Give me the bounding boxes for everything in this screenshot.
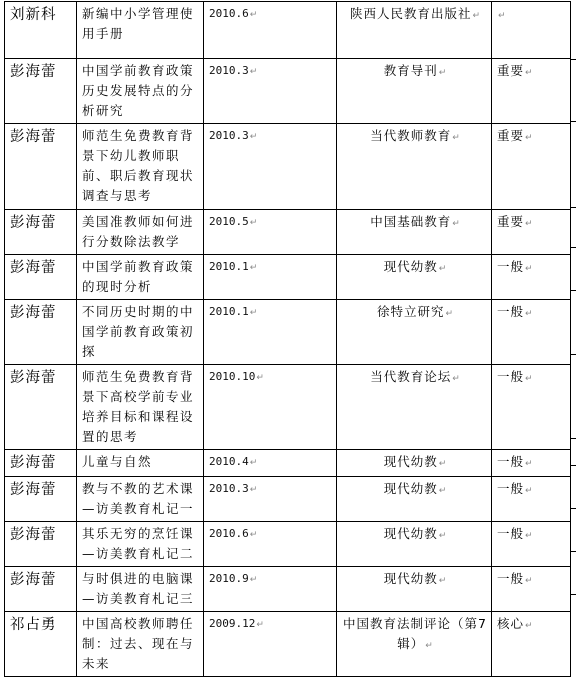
return-arrow-icon: ↵	[525, 576, 533, 586]
return-arrow-icon: ↵	[249, 263, 258, 273]
date-cell: 2010.3↵	[204, 59, 337, 124]
row-end-mark	[570, 594, 576, 595]
journal-cell: 中国教育法制评论（第7辑）↵	[337, 612, 492, 677]
row-end-mark	[570, 207, 576, 208]
row-end-mark	[570, 247, 576, 248]
date-cell: 2010.4↵	[204, 450, 337, 477]
table-row	[5, 477, 571, 522]
return-arrow-icon: ↵	[525, 621, 533, 631]
journal-cell: 徐特立研究↵	[337, 300, 492, 365]
journal-cell: 现代幼教↵	[337, 255, 492, 300]
level-cell: 一般↵	[492, 567, 571, 612]
row-end-mark	[570, 121, 576, 122]
return-arrow-icon: ↵	[425, 641, 433, 651]
title-cell: 师范生免费教育背景下高校学前专业培养目标和课程设置的思考	[77, 365, 204, 450]
return-arrow-icon: ↵	[525, 68, 533, 78]
title-cell: 与时俱进的电脑课—访美教育札记三	[77, 567, 204, 612]
table-row	[5, 450, 571, 477]
row-end-mark	[570, 551, 576, 552]
return-arrow-icon: ↵	[525, 486, 533, 496]
author-cell: 彭海蕾	[5, 567, 77, 612]
return-arrow-icon: ↵	[249, 458, 258, 468]
date-cell: 2010.3↵	[204, 124, 337, 210]
row-end-mark	[570, 508, 576, 509]
author-cell: 彭海蕾	[5, 365, 77, 450]
row-end-mark	[570, 465, 576, 466]
table-row	[5, 59, 571, 124]
table-row	[5, 612, 571, 677]
level-cell: 重要↵	[492, 59, 571, 124]
date-cell: 2010.10↵	[204, 365, 337, 450]
author-cell: 彭海蕾	[5, 300, 77, 365]
author-cell: 彭海蕾	[5, 522, 77, 567]
table-row	[5, 255, 571, 300]
return-arrow-icon: ↵	[525, 309, 533, 319]
level-cell: 一般↵	[492, 255, 571, 300]
level-cell: 一般↵	[492, 450, 571, 477]
date-cell: 2010.6↵	[204, 2, 337, 59]
title-cell: 中国学前教育政策历史发展特点的分析研究	[77, 59, 204, 124]
return-arrow-icon: ↵	[525, 133, 533, 143]
row-end-mark	[570, 290, 576, 291]
row-end-mark	[570, 59, 576, 60]
date-cell: 2010.6↵	[204, 522, 337, 567]
date-cell: 2009.12↵	[204, 612, 337, 677]
author-cell: 彭海蕾	[5, 59, 77, 124]
return-arrow-icon: ↵	[525, 531, 533, 541]
author-cell: 彭海蕾	[5, 450, 77, 477]
journal-cell: 现代幼教↵	[337, 567, 492, 612]
table-row	[5, 300, 571, 365]
return-arrow-icon: ↵	[438, 68, 447, 78]
return-arrow-icon: ↵	[472, 11, 481, 21]
date-cell: 2010.3↵	[204, 477, 337, 522]
return-arrow-icon: ↵	[438, 486, 447, 496]
date-cell: 2010.9↵	[204, 567, 337, 612]
return-arrow-icon: ↵	[249, 485, 258, 495]
level-cell: 一般↵	[492, 300, 571, 365]
title-cell: 美国准教师如何进行分数除法教学	[77, 210, 204, 255]
journal-cell: 中国基础教育↵	[337, 210, 492, 255]
author-cell: 彭海蕾	[5, 477, 77, 522]
author-cell: 彭海蕾	[5, 255, 77, 300]
date-cell: 2010.1↵	[204, 255, 337, 300]
journal-cell: 现代幼教↵	[337, 477, 492, 522]
author-cell: 彭海蕾	[5, 124, 77, 210]
return-arrow-icon: ↵	[249, 10, 258, 20]
level-cell: 核心↵	[492, 612, 571, 677]
return-arrow-icon: ↵	[525, 264, 533, 274]
journal-cell: 现代幼教↵	[337, 522, 492, 567]
author-cell: 祁占勇	[5, 612, 77, 677]
table-body	[5, 2, 571, 677]
return-arrow-icon: ↵	[249, 218, 258, 228]
journal-cell: 教育导刊↵	[337, 59, 492, 124]
title-cell: 师范生免费教育背景下幼儿教师职前、职后教育现状调查与思考	[77, 124, 204, 210]
return-arrow-icon: ↵	[438, 459, 447, 469]
table-row	[5, 124, 571, 210]
title-cell: 不同历史时期的中国学前教育政策初探	[77, 300, 204, 365]
return-arrow-icon: ↵	[452, 133, 460, 143]
author-cell: 刘新科	[5, 2, 77, 59]
return-arrow-icon: ↵	[249, 67, 258, 77]
journal-cell: 现代幼教↵	[337, 450, 492, 477]
return-arrow-icon: ↵	[498, 11, 506, 21]
return-arrow-icon: ↵	[525, 459, 533, 469]
return-arrow-icon: ↵	[249, 530, 258, 540]
row-end-mark	[570, 438, 576, 439]
return-arrow-icon: ↵	[438, 264, 447, 274]
level-cell	[492, 2, 571, 59]
table-row	[5, 2, 571, 59]
level-cell: 重要↵	[492, 210, 571, 255]
return-arrow-icon: ↵	[452, 374, 460, 384]
title-cell: 中国学前教育政策的现时分析	[77, 255, 204, 300]
return-arrow-icon: ↵	[525, 219, 533, 229]
table-row	[5, 365, 571, 450]
date-cell: 2010.5↵	[204, 210, 337, 255]
level-cell: 一般↵	[492, 522, 571, 567]
return-arrow-icon: ↵	[249, 308, 258, 318]
level-cell: 一般↵	[492, 477, 571, 522]
title-cell: 中国高校教师聘任制：过去、现在与未来	[77, 612, 204, 677]
return-arrow-icon: ↵	[438, 531, 447, 541]
level-cell: 一般↵	[492, 365, 571, 450]
title-cell: 教与不教的艺术课—访美教育札记一	[77, 477, 204, 522]
return-arrow-icon: ↵	[249, 132, 258, 142]
table-row	[5, 210, 571, 255]
journal-cell: 当代教育论坛↵	[337, 365, 492, 450]
journal-cell: 陕西人民教育出版社↵	[337, 2, 492, 59]
title-cell: 其乐无穷的烹饪课—访美教育札记二	[77, 522, 204, 567]
title-cell: 新编中小学管理使用手册	[77, 2, 204, 59]
return-arrow-icon: ↵	[452, 219, 460, 229]
author-cell: 彭海蕾	[5, 210, 77, 255]
return-arrow-icon: ↵	[525, 374, 533, 384]
table-row	[5, 567, 571, 612]
level-cell: 重要↵	[492, 124, 571, 210]
date-cell: 2010.1↵	[204, 300, 337, 365]
publication-table	[4, 1, 571, 677]
return-arrow-icon: ↵	[256, 373, 264, 383]
return-arrow-icon: ↵	[249, 575, 258, 585]
title-cell: 儿童与自然	[77, 450, 204, 477]
table-row	[5, 522, 571, 567]
journal-cell: 当代教师教育↵	[337, 124, 492, 210]
return-arrow-icon: ↵	[445, 309, 454, 319]
return-arrow-icon: ↵	[256, 620, 264, 630]
return-arrow-icon: ↵	[438, 576, 447, 586]
row-end-mark	[570, 354, 576, 355]
